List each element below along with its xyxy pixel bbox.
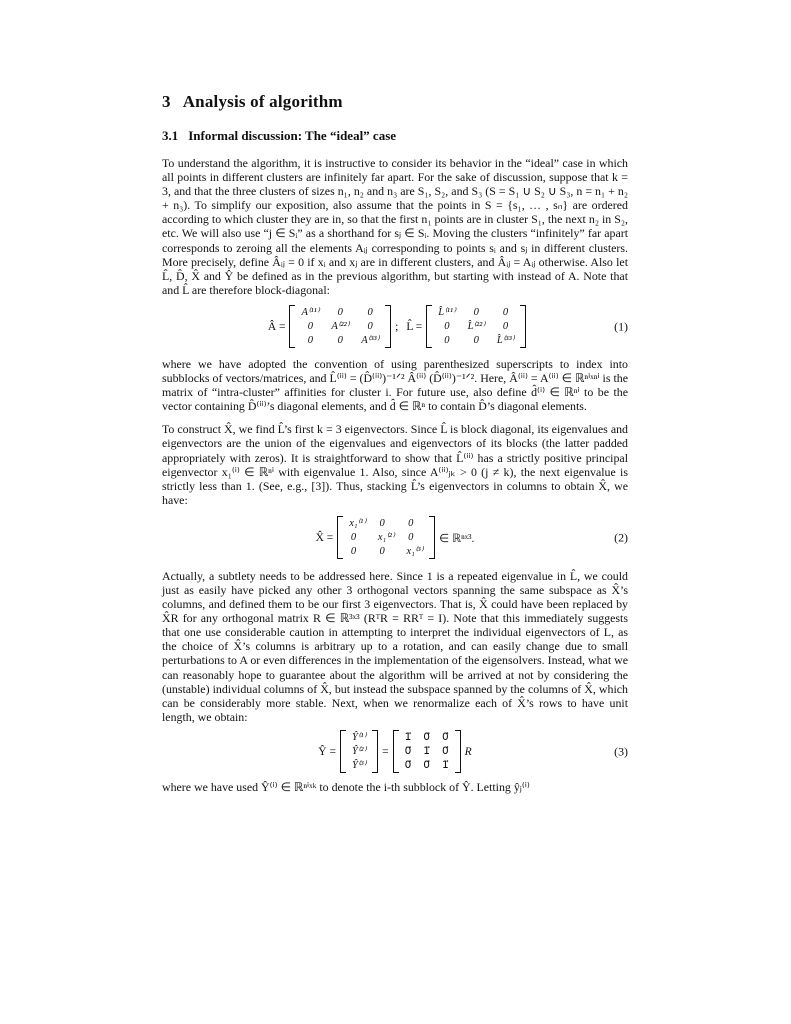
matrix-cell: 0 bbox=[502, 321, 509, 333]
eq2-rhs: ∈ ℝⁿˣ³. bbox=[439, 532, 475, 545]
matrix-cell: 1⃗ bbox=[423, 746, 430, 758]
matrix-cell: 0⃗ bbox=[408, 518, 422, 530]
matrix-cell: 0 bbox=[444, 321, 450, 333]
matrix-cell: 0 bbox=[367, 321, 373, 333]
paragraph-construct-x: To construct X̂, we find L̂’s first k = 3 eigenvectors. Since L̂ is block diagonal, its eigenvalues and eigenvectors are the union of the eigenvalues and eigenvectors of its blocks (the latter padded appropriately with zeros). It is straightforward to show that L̂⁽ⁱⁱ⁾ has a strictly positive principal eigenvector x₁⁽ⁱ⁾ ∈ ℝⁿⁱ with eigenvalue 1. Also, since A⁽ⁱⁱ⁾ⱼₖ > 0 (j ≠ k), the next eigenvalue is strictly less than 1. (See, e.g., [3]). Thus, stacking L̂’s eigenvectors in columns to obtain X̂, we have: bbox=[162, 422, 628, 507]
eq1-matrix-l-cells bbox=[432, 305, 520, 348]
paragraph-subblock: where we have used Ŷ⁽ⁱ⁾ ∈ ℝⁿⁱˣᵏ to denote the i-th subblock of Ŷ. Letting ŷⱼ⁽ⁱ⁾ bbox=[162, 779, 530, 794]
eq3-lhs: Ŷ = bbox=[318, 745, 336, 758]
matrix-cell: 1⃗ bbox=[441, 760, 449, 772]
matrix-cell: Ŷ⁽²⁾ bbox=[351, 746, 367, 758]
eq3-matrix-y-cells bbox=[346, 730, 372, 773]
eq2-matrix-cells bbox=[343, 516, 429, 559]
matrix-cell: 0⃗ bbox=[350, 546, 365, 558]
equation-number-3: (3) bbox=[614, 744, 628, 759]
matrix-cell: 0⃗ bbox=[379, 518, 393, 530]
matrix-cell: A⁽²²⁾ bbox=[331, 321, 350, 333]
paragraph-convention: where we have adopted the convention of using parenthesized superscripts to index into subblocks of vectors/matrices, and L̂⁽ⁱⁱ⁾ = (D̂⁽ⁱⁱ⁾)⁻¹ᐟ² Â⁽ⁱⁱ⁾ (D̂⁽ⁱⁱ⁾)⁻¹ᐟ². Here, Â⁽ⁱⁱ⁾ = A⁽ⁱⁱ⁾ ∈ ℝⁿⁱˣⁿⁱ is the matrix of “intra-cluster” affinities for cluster i. For future use, also define d̂⁽ⁱ⁾ ∈ ℝⁿⁱ to be the vector containing D̂⁽ⁱⁱ⁾’s diagonal elements, and d̂ ∈ ℝⁿ to contain D̂’s diagonal elements. bbox=[162, 356, 628, 414]
matrix-cell: A⁽¹¹⁾ bbox=[301, 307, 320, 319]
paragraph-subtlety: Actually, a subtlety needs to be addressed here. Since 1 is a repeated eigenvalue in L̂, we could just as easily have picked any other 3 orthogonal vectors spanning the same subspace as X̂’s columns, and defined them to be our first 3 eigenvectors. That is, X̂ could have been replaced by X̂R for any orthogonal matrix R ∈ ℝ³ˣ³ (RᵀR = RRᵀ = I). Note that this immediately suggests that one use considerable caution in attempting to interpret the individual eigenvectors of L, as the choice of X̂’s columns is arbitrary up to a rotation, and can easily change due to small perturbations to A or even differences in the implementation of the eigensolvers. Instead, what we can reasonably hope to guarantee about the algorithm will be arrived at not by considering the (unstable) individual columns of X̂, but instead the subspace spanned by the columns of X̂, which can be considerably more stable. Next, when we renormalize each of X̂’s rows to have unit length, we obtain: bbox=[162, 568, 628, 724]
matrix-cell: 0⃗ bbox=[423, 760, 430, 772]
equation-3 bbox=[162, 727, 628, 777]
eq1-matrix-a-cells bbox=[295, 305, 385, 348]
matrix-cell: 0⃗ bbox=[441, 746, 449, 758]
equation-number-2: (2) bbox=[614, 530, 628, 545]
matrix-cell: A⁽³³⁾ bbox=[361, 335, 380, 347]
eq2-lhs: X̂ = bbox=[315, 531, 334, 544]
eq1-lhs-l: L̂ = bbox=[406, 320, 423, 333]
eq1-matrix-l bbox=[426, 305, 526, 348]
subsection-heading bbox=[162, 128, 628, 144]
paragraph-ideal-case: To understand the algorithm, it is instructive to consider its behavior in the “ideal” case in which all points in different clusters are infinitely far apart. For the sake of discussion, suppose that k = 3, and that the three clusters of sizes n₁, n₂ and n₃ are S₁, S₂, and S₃ (S = S₁ ∪ S₂ ∪ S₃, n = n₁ + n₂ + n₃). To simplify our exposition, also assume that the points in S = {s₁, … , sₙ} are ordered according to which cluster they are in, so that the first n₁ points are in cluster S₁, the next n₂ in S₂, etc. We will also use “j ∈ Sᵢ” as a shorthand for sⱼ ∈ Sᵢ. Moving the clusters “infinitely” far apart corresponds to zeroing all the elements Aᵢⱼ corresponding to points sᵢ and sⱼ in different clusters. More precisely, define Âᵢⱼ = 0 if xᵢ and xⱼ are in different clusters, and Âᵢⱼ = Aᵢⱼ otherwise. Also let L̂, D̂, X̂ and Ŷ be defined as in the previous algorithm, but starting with instead of A. Note that and L̂ are therefore block-diagonal: bbox=[162, 156, 628, 297]
right-bracket bbox=[385, 305, 391, 348]
eq1-lhs-a: Â = bbox=[267, 320, 286, 333]
matrix-cell: 1⃗ bbox=[404, 732, 412, 744]
subsection-number: 3.1 bbox=[162, 128, 179, 143]
eq3-matrix-blocks-cells bbox=[399, 730, 455, 773]
matrix-cell: 0⃗ bbox=[379, 546, 393, 558]
matrix-cell: Ŷ⁽¹⁾ bbox=[351, 732, 367, 744]
eq3-matrix-blocks bbox=[393, 730, 461, 773]
matrix-cell: 0 bbox=[307, 321, 314, 333]
matrix-cell: x₁⁽³⁾ bbox=[406, 546, 424, 558]
matrix-cell: 0 bbox=[473, 335, 479, 347]
eq1-matrix-a bbox=[289, 305, 391, 348]
right-bracket bbox=[372, 730, 378, 773]
matrix-cell: L̂⁽³³⁾ bbox=[496, 335, 515, 347]
subsection-title: Informal discussion: The “ideal” case bbox=[188, 128, 397, 143]
matrix-cell: x₁⁽²⁾ bbox=[377, 532, 395, 544]
right-bracket bbox=[455, 730, 461, 773]
section-number: 3 bbox=[162, 92, 171, 111]
eq3-matrix-y bbox=[340, 730, 378, 773]
matrix-cell: 0⃗ bbox=[408, 532, 422, 544]
page-content bbox=[162, 92, 628, 794]
matrix-cell: 0 bbox=[337, 307, 343, 319]
matrix-cell: x₁⁽¹⁾ bbox=[349, 518, 366, 530]
equation-1 bbox=[162, 300, 628, 354]
section-heading bbox=[162, 92, 628, 112]
eq3-rhs: R bbox=[464, 745, 472, 758]
matrix-cell: 0 bbox=[307, 335, 314, 347]
matrix-cell: L̂⁽²²⁾ bbox=[467, 321, 485, 333]
right-bracket bbox=[429, 516, 435, 559]
eq1-separator: ; bbox=[395, 320, 399, 333]
right-bracket bbox=[520, 305, 526, 348]
matrix-cell: 0 bbox=[337, 335, 343, 347]
matrix-cell: 0 bbox=[473, 307, 479, 319]
matrix-cell: 0 bbox=[367, 307, 373, 319]
matrix-cell: 0⃗ bbox=[423, 732, 430, 744]
eq2-matrix bbox=[337, 516, 435, 559]
section-title: Analysis of algorithm bbox=[182, 92, 343, 111]
matrix-cell: 0 bbox=[444, 335, 450, 347]
matrix-cell: 0 bbox=[502, 307, 509, 319]
matrix-cell: 0⃗ bbox=[350, 532, 365, 544]
matrix-cell: 0⃗ bbox=[404, 746, 412, 758]
matrix-cell: L̂⁽¹¹⁾ bbox=[438, 307, 456, 319]
eq3-equals: = bbox=[382, 745, 389, 758]
equation-2 bbox=[162, 510, 628, 566]
matrix-cell: 0⃗ bbox=[441, 732, 449, 744]
matrix-cell: Ŷ⁽³⁾ bbox=[351, 760, 367, 772]
matrix-cell: 0⃗ bbox=[404, 760, 412, 772]
equation-number-1: (1) bbox=[614, 319, 628, 334]
